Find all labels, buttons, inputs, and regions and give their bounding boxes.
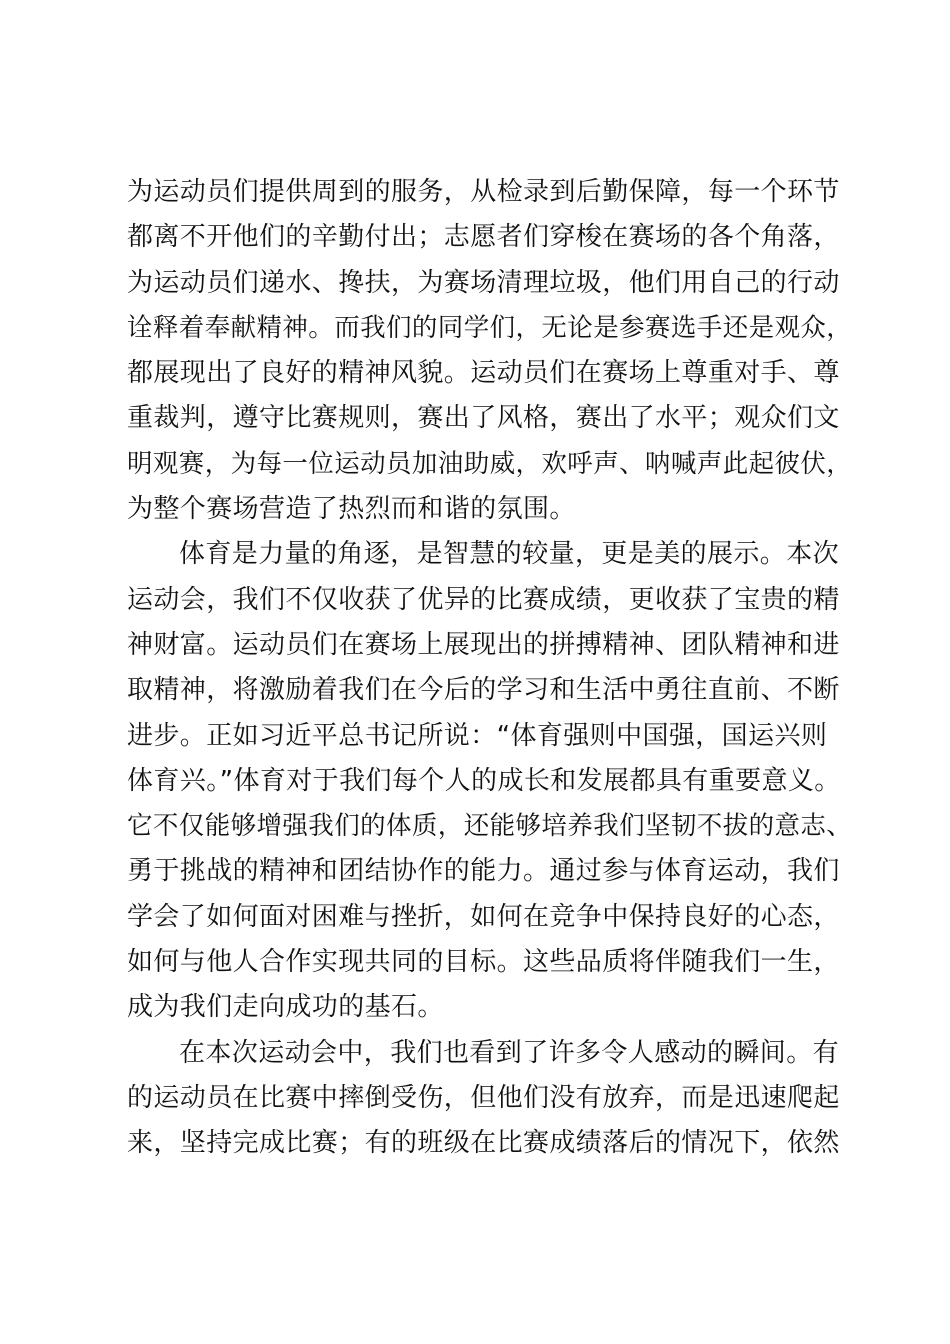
text-line: 都展现出了良好的精神风貌。运动员们在赛场上尊重对手、尊 — [127, 358, 840, 389]
paragraph-start-line: 体育是力量的角逐，是智慧的较量，更是美的展示。本次 — [179, 539, 840, 570]
text-line: 如何与他人合作实现共同的目标。这些品质将伴随我们一生， — [127, 947, 840, 978]
text-line: 诠释着奉献精神。而我们的同学们，无论是参赛选手还是观众， — [127, 312, 853, 343]
text-line: 明观赛，为每一位运动员加油助威，欢呼声、呐喊声此起彼伏， — [127, 448, 853, 479]
text-line: 它不仅能够增强我们的体质，还能够培养我们坚韧不拔的意志、 — [127, 811, 853, 842]
text-line: 重裁判，遵守比赛规则，赛出了风格，赛出了水平；观众们文 — [127, 403, 840, 434]
text-line: 神财富。运动员们在赛场上展现出的拼搏精神、团队精神和进 — [127, 629, 840, 660]
text-line: 都离不开他们的辛勤付出；志愿者们穿梭在赛场的各个角落， — [127, 222, 840, 253]
text-line: 运动会，我们不仅收获了优异的比赛成绩，更收获了宝贵的精 — [127, 584, 840, 615]
text-line: 成为我们走向成功的基石。 — [127, 992, 444, 1023]
text-line: 的运动员在比赛中摔倒受伤，但他们没有放弃，而是迅速爬起 — [127, 1082, 840, 1113]
text-line: 学会了如何面对困难与挫折，如何在竞争中保持良好的心态， — [127, 901, 840, 932]
text-line: 为运动员们提供周到的服务，从检录到后勤保障，每一个环节 — [127, 177, 840, 207]
text-line: 为运动员们递水、搀扶，为赛场清理垃圾，他们用自己的行动 — [127, 267, 840, 298]
body-text — [127, 170, 855, 1167]
paragraph-start-line: 在本次运动会中，我们也看到了许多令人感动的瞬间。有 — [179, 1037, 840, 1068]
text-line: 体育兴。”体育对于我们每个人的成长和发展都具有重要意义。 — [127, 765, 841, 796]
text-line: 勇于挑战的精神和团结协作的能力。通过参与体育运动，我们 — [127, 856, 840, 887]
text-line: 进步。正如习近平总书记所说：“体育强则中国强，国运兴则 — [127, 720, 828, 751]
text-line: 为整个赛场营造了热烈而和谐的氛围。 — [127, 494, 576, 525]
text-line: 取精神，将激励着我们在今后的学习和生活中勇往直前、不断 — [127, 675, 840, 706]
text-line: 来，坚持完成比赛；有的班级在比赛成绩落后的情况下，依然 — [127, 1128, 840, 1159]
